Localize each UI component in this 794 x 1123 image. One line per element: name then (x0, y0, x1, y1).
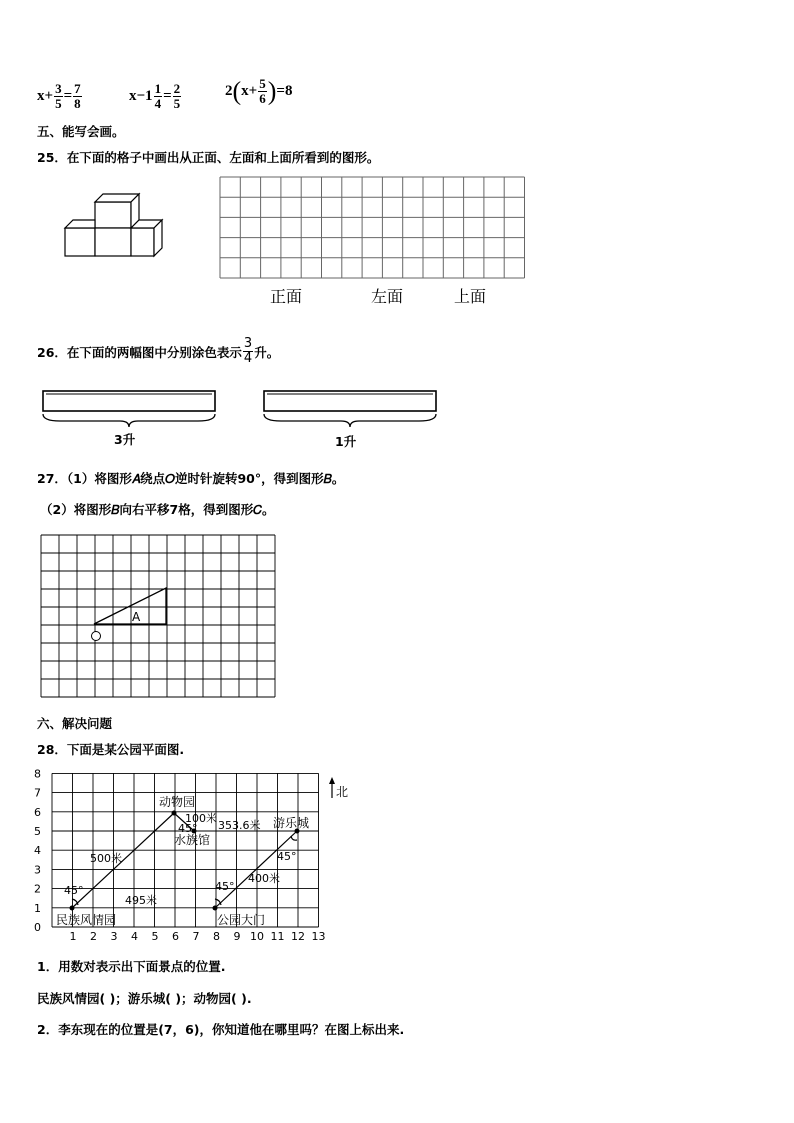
brace-1-liter (264, 414, 436, 427)
point-o (92, 632, 101, 641)
label-1-liter: 1升 (335, 434, 357, 449)
x-tick-label: 11 (270, 930, 285, 943)
label-minzu: 民族风情园 (56, 913, 117, 927)
brace-3-liters (43, 414, 215, 427)
y-tick-label: 3 (34, 863, 41, 877)
x-tick-label: 13 (311, 930, 326, 943)
y-tick-label: 4 (34, 844, 41, 858)
question-28-sub1: 1．用数对表示出下面景点的位置. (37, 959, 226, 974)
label-dongwu: 动物园 (159, 795, 196, 809)
route-minzu-dongwu (72, 813, 174, 908)
label-353-6m: 353.6米 (218, 819, 261, 832)
equation-1: x+ $\frac{3}{5}$ = $\frac{7}{8}$ (37, 81, 81, 111)
angle-arc-3 (291, 836, 297, 840)
question-27-part1: 27．（1）将图形𝐴绕点𝑂逆时针旋转90°，得到图形𝐵。 (37, 471, 345, 486)
point-minzu (70, 906, 75, 911)
y-tick-label: 7 (34, 786, 41, 800)
question-26-text: 26．在下面的两幅图中分别涂色表示 $\frac{3}{4}$ 升。 (37, 336, 280, 366)
label-500m: 500米 (90, 852, 122, 865)
x-tick-label: 2 (90, 930, 97, 943)
park-map[interactable] (30, 765, 360, 943)
x-tick-label: 7 (192, 930, 200, 943)
x-tick-label: 6 (172, 930, 179, 943)
equation-3: 2(x+ $\frac{5}{6}$ )=8 (225, 76, 293, 106)
point-dongwu (172, 811, 177, 816)
label-100m: 100米 (185, 812, 217, 825)
x-tick-label: 4 (131, 930, 138, 943)
point-gongyuan (213, 906, 218, 911)
question-25-text: 25．在下面的格子中画出从正面、左面和上面所看到的图形。 (37, 150, 380, 165)
section-6-title: 六、解决问题 (37, 716, 113, 731)
shape-a-triangle (94, 588, 166, 624)
y-tick-label: 2 (34, 882, 41, 896)
x-tick-label: 8 (213, 930, 220, 943)
drawing-grid-views[interactable] (219, 176, 527, 281)
x-tick-label: 5 (151, 930, 159, 943)
cube-figure (60, 190, 170, 260)
label-shuizu: 水族馆 (174, 833, 211, 847)
y-tick-label: 6 (34, 805, 41, 819)
label-left-view: 左面 (371, 287, 404, 306)
label-angle-2: 45° (178, 822, 198, 835)
y-tick-label: 1 (34, 901, 41, 915)
x-tick-label: 3 (110, 930, 118, 943)
label-top-view: 上面 (454, 287, 487, 306)
section-5-title: 五、能写会画。 (37, 124, 125, 139)
question-28-text: 28．下面是某公园平面图. (37, 742, 185, 757)
x-tick-label: 10 (250, 930, 264, 943)
y-tick-label: 8 (34, 767, 41, 781)
y-tick-label: 0 (34, 921, 41, 934)
rotation-grid[interactable] (40, 534, 276, 699)
label-3-liters: 3升 (114, 432, 136, 447)
liter-bars (40, 388, 440, 450)
x-tick-label: 1 (69, 930, 77, 943)
shape-a-label: A (132, 610, 141, 624)
question-27-part2: （2）将图形𝐵向右平移7格，得到图形𝐶。 (40, 502, 275, 517)
label-angle-4: 45° (277, 850, 297, 863)
label-400m: 400米 (248, 872, 280, 885)
equation-2: x−1 $\frac{1}{4}$ = $\frac{2}{5}$ (129, 81, 181, 111)
fraction-three-quarters: $\frac{3}{4}$ (243, 336, 253, 366)
y-tick-label: 5 (34, 825, 41, 838)
label-angle-3: 45° (215, 880, 235, 893)
label-495m: 495米 (125, 894, 157, 907)
question-28-sub1-answer[interactable]: 民族风情园( )；游乐城( )；动物园( ). (37, 991, 252, 1006)
north-label: 北 (336, 785, 349, 799)
label-youle: 游乐城 (273, 816, 310, 830)
label-front-view: 正面 (270, 287, 303, 306)
x-tick-label: 12 (291, 930, 305, 943)
x-tick-label: 9 (233, 930, 241, 943)
label-gongyuan: 公园大门 (217, 913, 266, 927)
label-angle-1: 45° (64, 884, 84, 897)
question-28-sub2: 2．李东现在的位置是(7，6)，你知道他在哪里吗？在图上标出来. (37, 1022, 405, 1037)
